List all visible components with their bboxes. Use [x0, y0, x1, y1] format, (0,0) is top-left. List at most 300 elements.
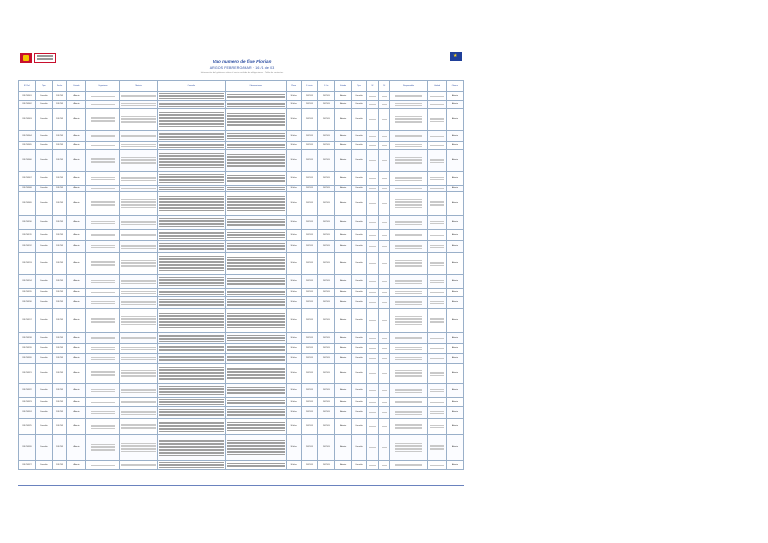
text-line: [227, 360, 285, 361]
table-cell: Consulta: [35, 101, 52, 109]
table-cell: [390, 407, 428, 419]
column-header: Tipo: [35, 81, 52, 92]
table-row: [19, 216, 464, 230]
table-cell: [427, 297, 446, 309]
table-cell: Abierto: [446, 253, 463, 275]
text-line: [91, 428, 116, 429]
table-cell: 2017/03: [52, 344, 67, 354]
table-cell: Abierto: [446, 384, 463, 398]
table-cell: Abierto: [446, 435, 463, 461]
text-line: [91, 136, 116, 137]
table-cell: Abierto: [335, 109, 352, 131]
table-cell: [366, 309, 379, 333]
table-cell: [120, 333, 158, 344]
table-cell: 30 días: [286, 241, 301, 253]
text-line: [369, 373, 375, 374]
text-line: [430, 348, 443, 349]
table-cell: Consulta: [352, 289, 367, 297]
text-line: [395, 304, 423, 305]
text-line: [395, 122, 423, 123]
table-cell: Abierto: [67, 192, 86, 216]
table-cell: 2017/03: [301, 92, 318, 101]
table-cell: Abierto: [335, 289, 352, 297]
table-cell: [390, 253, 428, 275]
text-line: [395, 136, 423, 137]
page-title: Vao numero de fixe Florian: [212, 59, 272, 64]
table-cell: Abierto: [446, 172, 463, 186]
table-cell: Consulta: [352, 101, 367, 109]
table-cell: Abierto: [67, 364, 86, 384]
table-cell: Consulta: [352, 419, 367, 435]
table-cell: Abierto: [446, 344, 463, 354]
table-cell: Consulta: [352, 241, 367, 253]
table-cell: [390, 101, 428, 109]
text-line: [369, 160, 375, 161]
table-cell: Abierto: [335, 354, 352, 364]
text-line: [369, 320, 375, 321]
table-cell: [379, 309, 390, 333]
table-cell: [158, 354, 225, 364]
table-row: [19, 354, 464, 364]
text-line: [369, 348, 375, 349]
table-cell: 2017/03: [52, 384, 67, 398]
text-line: [430, 375, 443, 376]
text-line: [227, 305, 285, 306]
table-cell: 2017/03: [301, 186, 318, 192]
table-cell: 30 días: [286, 289, 301, 297]
table-cell: [366, 419, 379, 435]
table-cell: [225, 142, 286, 150]
table-cell: 30 días: [286, 384, 301, 398]
table-cell: 2017/03: [318, 150, 335, 172]
table-cell: Abierto: [67, 172, 86, 186]
table-cell: [86, 142, 120, 150]
table-cell: [120, 344, 158, 354]
text-line: [227, 415, 285, 416]
text-line: [369, 447, 375, 448]
table-cell: 2017/03: [318, 461, 335, 470]
table-row: [19, 131, 464, 142]
table-cell: [225, 289, 286, 297]
table-cell: [225, 230, 286, 241]
table-cell: Consulta: [352, 253, 367, 275]
table-cell: [158, 253, 225, 275]
table-cell: Consulta: [35, 419, 52, 435]
table-cell: Abierto: [67, 150, 86, 172]
table-cell: Abierto: [335, 241, 352, 253]
text-line: [121, 163, 156, 164]
text-line: [227, 284, 285, 285]
table-cell: [225, 309, 286, 333]
table-row: [19, 461, 464, 470]
table-cell: [86, 419, 120, 435]
table-cell: [390, 230, 428, 241]
table-cell: [366, 131, 379, 142]
table-cell: 2017/03: [52, 92, 67, 101]
text-line: [430, 427, 443, 428]
text-line: [227, 430, 285, 431]
table-cell: [86, 289, 120, 297]
table-cell: 2017/03/03: [19, 109, 36, 131]
text-line: [227, 181, 285, 182]
column-header: Fecha: [52, 81, 67, 92]
text-line: [395, 235, 423, 236]
table-cell: Abierto: [446, 309, 463, 333]
table-row: [19, 419, 464, 435]
table-cell: Abierto: [446, 461, 463, 470]
table-cell: 2017/03/15: [19, 289, 36, 297]
text-line: [369, 136, 375, 137]
table-cell: 2017/03: [301, 172, 318, 186]
table-cell: [158, 407, 225, 419]
table-cell: [379, 354, 390, 364]
text-line: [227, 454, 285, 455]
table-cell: 2017/03: [301, 398, 318, 407]
table-cell: [379, 398, 390, 407]
table-cell: 30 días: [286, 354, 301, 364]
table-cell: 2017/03: [318, 109, 335, 131]
text-line: [121, 180, 156, 181]
column-header: F. inicio: [301, 81, 318, 92]
table-cell: Abierto: [446, 92, 463, 101]
table-cell: Abierto: [446, 419, 463, 435]
table-cell: [225, 364, 286, 384]
text-line: [227, 225, 285, 226]
text-line: [430, 413, 443, 414]
table-row: [19, 150, 464, 172]
text-line: [430, 338, 443, 339]
text-line: [430, 391, 443, 392]
table-cell: Abierto: [335, 435, 352, 461]
table-cell: [366, 289, 379, 297]
table-cell: Consulta: [352, 384, 367, 398]
table-cell: 2017/03: [318, 398, 335, 407]
text-line: [121, 304, 156, 305]
table-cell: [366, 253, 379, 275]
table-cell: [120, 289, 158, 297]
table-cell: Consulta: [35, 275, 52, 289]
table-cell: 2017/03: [301, 297, 318, 309]
table-cell: Consulta: [35, 297, 52, 309]
table-cell: 2017/03: [52, 275, 67, 289]
text-line: [159, 415, 223, 416]
table-cell: [390, 461, 428, 470]
text-line: [91, 96, 116, 97]
table-cell: 2017/03: [301, 253, 318, 275]
table-cell: 30 días: [286, 192, 301, 216]
table-cell: 2017/03: [52, 364, 67, 384]
table-cell: [379, 253, 390, 275]
table-cell: Abierto: [446, 101, 463, 109]
table-cell: 2017/03: [318, 101, 335, 109]
table-cell: 2017/03: [318, 344, 335, 354]
table-cell: 2017/03: [318, 186, 335, 192]
text-line: [430, 282, 443, 283]
table-cell: [379, 461, 390, 470]
table-cell: [86, 172, 120, 186]
table-cell: [120, 435, 158, 461]
table-row: [19, 384, 464, 398]
text-line: [395, 248, 423, 249]
text-line: [369, 104, 375, 105]
text-line: [382, 412, 387, 413]
table-cell: [379, 419, 390, 435]
text-line: [395, 188, 423, 189]
table-cell: [427, 289, 446, 297]
text-line: [382, 373, 387, 374]
table-cell: 2017/03: [301, 216, 318, 230]
table-cell: 2017/03: [318, 131, 335, 142]
table-cell: [225, 297, 286, 309]
text-line: [121, 392, 156, 393]
table-cell: [86, 150, 120, 172]
table-cell: [225, 131, 286, 142]
table-cell: 2017/03: [301, 230, 318, 241]
table-cell: [366, 92, 379, 101]
text-line: [382, 338, 387, 339]
text-line: [369, 246, 375, 247]
table-cell: Abierto: [335, 275, 352, 289]
table-cell: [158, 419, 225, 435]
table-cell: Abierto: [67, 142, 86, 150]
table-cell: [427, 241, 446, 253]
text-line: [159, 305, 223, 306]
table-row: [19, 407, 464, 419]
text-line: [395, 465, 423, 466]
table-cell: [225, 354, 286, 364]
text-line: [159, 189, 223, 190]
table-cell: 30 días: [286, 92, 301, 101]
text-line: [430, 136, 443, 137]
table-cell: 2017/03/23: [19, 398, 36, 407]
text-line: [159, 327, 223, 328]
column-header: Observaciones: [225, 81, 286, 92]
table-cell: 2017/03: [52, 309, 67, 333]
table-row: [19, 297, 464, 309]
table-cell: [158, 398, 225, 407]
table-cell: 2017/03/19: [19, 344, 36, 354]
text-line: [121, 248, 156, 249]
table-cell: 2017/03: [318, 142, 335, 150]
table-cell: [86, 192, 120, 216]
text-line: [121, 428, 156, 429]
table-cell: Consulta: [352, 92, 367, 101]
table-cell: [390, 150, 428, 172]
table-cell: [158, 309, 225, 333]
table-cell: 2017/03: [301, 289, 318, 297]
table-row: [19, 435, 464, 461]
table-cell: Consulta: [35, 435, 52, 461]
text-line: [382, 263, 387, 264]
table-cell: [390, 309, 428, 333]
table-cell: Consulta: [35, 398, 52, 407]
table-cell: Abierto: [335, 309, 352, 333]
table-cell: Consulta: [352, 309, 367, 333]
table-cell: [366, 407, 379, 419]
table-cell: Abierto: [67, 297, 86, 309]
table-cell: [390, 289, 428, 297]
text-line: [382, 302, 387, 303]
text-line: [227, 106, 285, 107]
text-line: [91, 450, 116, 451]
table-cell: [225, 109, 286, 131]
text-line: [382, 292, 387, 293]
text-line: [121, 146, 156, 147]
table-cell: [225, 384, 286, 398]
text-line: [430, 121, 443, 122]
table-cell: [86, 333, 120, 344]
table-cell: Consulta: [35, 150, 52, 172]
table-cell: Abierto: [446, 131, 463, 142]
text-line: [395, 283, 423, 284]
table-cell: 2017/03: [301, 333, 318, 344]
table-cell: 2017/03: [301, 275, 318, 289]
text-line: [121, 105, 156, 106]
table-cell: [366, 384, 379, 398]
column-header: Nº: [366, 81, 379, 92]
table-cell: [86, 253, 120, 275]
table-cell: [158, 275, 225, 289]
text-line: [121, 224, 156, 225]
table-cell: 2017/03: [52, 241, 67, 253]
text-line: [121, 122, 156, 123]
table-cell: [86, 354, 120, 364]
text-line: [395, 96, 423, 97]
text-line: [430, 205, 443, 206]
text-line: [369, 119, 375, 120]
table-cell: Consulta: [352, 186, 367, 192]
table-cell: 2017/03: [52, 253, 67, 275]
table-cell: Consulta: [352, 435, 367, 461]
text-line: [227, 403, 285, 404]
text-line: [91, 223, 116, 224]
table-cell: [120, 150, 158, 172]
table-cell: 2017/03/07: [19, 172, 36, 186]
table-cell: [158, 109, 225, 131]
text-line: [121, 465, 156, 466]
table-cell: Abierto: [67, 241, 86, 253]
table-cell: [427, 253, 446, 275]
table-row: [19, 344, 464, 354]
table-cell: [158, 435, 225, 461]
table-cell: [427, 384, 446, 398]
table-row: [19, 172, 464, 186]
text-line: [382, 222, 387, 223]
page-note: Información del gobierno sobre el vacio recibido de obligaciones · Tabla de contactos: [200, 72, 284, 74]
table-cell: [120, 216, 158, 230]
table-cell: 30 días: [286, 407, 301, 419]
table-cell: 2017/03/26: [19, 435, 36, 461]
text-line: [382, 426, 387, 427]
text-line: [159, 467, 223, 468]
text-line: [369, 358, 375, 359]
text-line: [159, 394, 223, 395]
table-cell: Consulta: [35, 142, 52, 150]
table-cell: [390, 419, 428, 435]
text-line: [395, 324, 423, 325]
table-cell: [427, 275, 446, 289]
text-line: [227, 466, 285, 467]
table-cell: [120, 275, 158, 289]
table-cell: [86, 92, 120, 101]
text-line: [369, 145, 375, 146]
table-cell: Abierto: [335, 333, 352, 344]
column-header: Tipo: [352, 81, 367, 92]
table-cell: [158, 92, 225, 101]
table-cell: Abierto: [335, 230, 352, 241]
table-row: [19, 101, 464, 109]
table-cell: [120, 354, 158, 364]
table-cell: 2017/03/22: [19, 384, 36, 398]
text-line: [369, 203, 375, 204]
table-cell: Consulta: [35, 461, 52, 470]
text-line: [121, 207, 156, 208]
table-cell: Abierto: [67, 289, 86, 297]
table-cell: [379, 216, 390, 230]
text-line: [159, 98, 223, 99]
table-cell: 30 días: [286, 461, 301, 470]
text-line: [369, 412, 375, 413]
table-cell: [225, 216, 286, 230]
column-header: Materia: [120, 81, 158, 92]
text-line: [121, 376, 156, 377]
table-cell: Consulta: [35, 192, 52, 216]
text-line: [121, 96, 156, 97]
table-cell: Consulta: [35, 186, 52, 192]
table-cell: Abierto: [446, 398, 463, 407]
text-line: [159, 431, 223, 432]
table-cell: [225, 92, 286, 101]
table-cell: 2017/03: [318, 172, 335, 186]
table-cell: Abierto: [446, 289, 463, 297]
table-cell: [158, 461, 225, 470]
text-line: [91, 104, 116, 105]
column-header: Observ.: [446, 81, 463, 92]
text-line: [159, 294, 223, 295]
table-cell: 2017/03: [318, 354, 335, 364]
text-line: [91, 359, 116, 360]
table-cell: [158, 230, 225, 241]
text-line: [121, 283, 156, 284]
table-cell: [86, 241, 120, 253]
text-line: [159, 404, 223, 405]
table-cell: 2017/03/21: [19, 364, 36, 384]
table-cell: [158, 142, 225, 150]
table-cell: [86, 407, 120, 419]
text-line: [159, 210, 223, 211]
table-cell: [366, 364, 379, 384]
text-line: [227, 189, 285, 190]
table-cell: Abierto: [67, 92, 86, 101]
table-cell: [427, 131, 446, 142]
table-row: [19, 230, 464, 241]
table-cell: [225, 407, 286, 419]
table-cell: Consulta: [352, 297, 367, 309]
text-line: [395, 105, 423, 106]
table-cell: [379, 92, 390, 101]
text-line: [159, 182, 223, 183]
table-cell: 30 días: [286, 101, 301, 109]
table-cell: 2017/03: [52, 461, 67, 470]
table-cell: 2017/03: [318, 92, 335, 101]
table-cell: [366, 150, 379, 172]
text-line: [382, 465, 387, 466]
text-line: [395, 146, 423, 147]
table-cell: [225, 150, 286, 172]
text-line: [430, 322, 443, 323]
table-cell: [225, 253, 286, 275]
table-cell: Consulta: [35, 172, 52, 186]
